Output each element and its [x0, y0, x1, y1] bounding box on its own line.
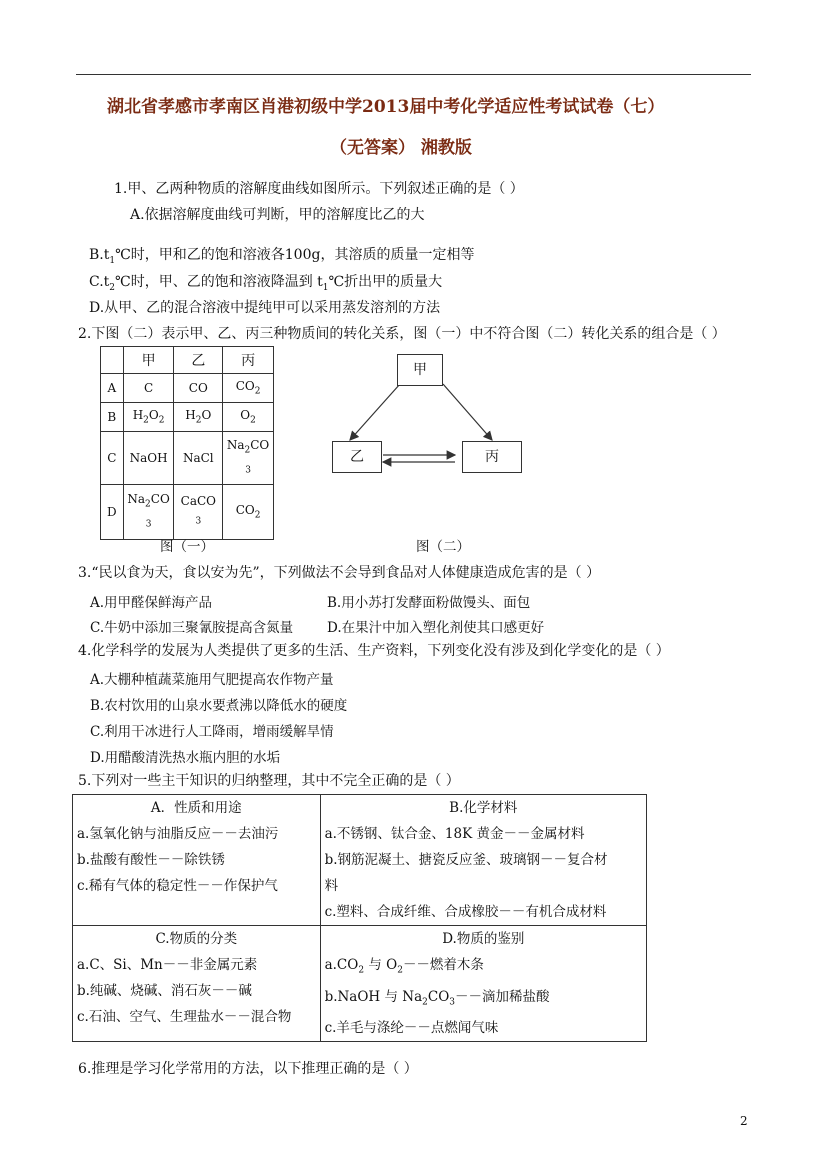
fig2-caption: 图（二） — [416, 539, 470, 555]
q1-option-d: D.从甲、乙的混合溶液中提纯甲可以采用蒸发溶剂的方法 — [89, 300, 441, 316]
cell-jia: $H_2O_2$ — [123, 403, 174, 432]
q2-table — [100, 346, 274, 540]
table-header-bing: 丙 — [223, 347, 274, 374]
q5-b-item: 料 — [324, 878, 339, 894]
node-bing: 丙 — [462, 441, 522, 473]
page-number: 2 — [740, 1114, 748, 1128]
q4-stem: 4.化学科学的发展为人类提供了更多的生活、生产资料，下列变化没有涉及到化学变化的是（ ） — [78, 643, 670, 659]
q5-cell-a — [73, 795, 321, 926]
q1-stem: 1.甲、乙两种物质的溶解度曲线如图所示。下列叙述正确的是（ ） — [114, 181, 524, 197]
paper-subtitle: （无答案） 湘教版 — [330, 138, 472, 158]
q5-b-item: a.不锈钢、钛合金、18K 黄金－－金属材料 — [324, 826, 585, 842]
cell-jia: $Na_2CO$ $_3$ — [123, 485, 174, 540]
node-yi: 乙 — [332, 441, 382, 473]
q5-c-item: c.石油、空气、生理盐水－－混合物 — [77, 1009, 292, 1025]
table-row — [101, 485, 274, 540]
q4-option-b: B.农村饮用的山泉水要煮沸以降低水的硬度 — [90, 698, 348, 714]
cell-yi: CO — [174, 374, 223, 403]
cell-bing: $CO_2$ — [223, 485, 274, 540]
q4-option-a: A.大棚种植蔬菜施用气肥提高农作物产量 — [90, 672, 334, 688]
table-row — [101, 374, 274, 403]
table-row — [101, 403, 274, 432]
q5-b-item: c.塑料、合成纤维、合成橡胶－－有机合成材料 — [324, 904, 607, 920]
q5-cell-d — [320, 926, 646, 1042]
q5-table — [72, 794, 647, 1042]
q1-option-a: A.依据溶解度曲线可判断，甲的溶解度比乙的大 — [130, 207, 425, 223]
q5-stem: 5.下列对一些主干知识的归纳整理，其中不完全正确的是（ ） — [78, 773, 460, 789]
q3-option-c: C.牛奶中添加三聚氰胺提高含氮量 — [90, 620, 294, 636]
q5-d-item: c.羊毛与涤纶－－点燃闻气味 — [324, 1020, 499, 1037]
q5-d-item: b.NaOH 与 $Na_2CO_3--$滴加稀盐酸 — [324, 988, 550, 1008]
q5-d-item: $a.CO_2$ 与 $O_2--$燃着木条 — [324, 957, 484, 976]
cell-yi: $H_2O$ — [174, 403, 223, 432]
table-header-yi: 乙 — [174, 347, 223, 374]
row-label: C — [101, 432, 124, 485]
q2-stem: 2.下图（二）表示甲、乙、丙三种物质间的转化关系，图（一）中不符合图（二）转化关系的组合是（ ） — [78, 326, 726, 342]
arrow-jia-to-yi — [350, 384, 400, 440]
fig1-caption: 图（一） — [160, 539, 214, 555]
q5-b-title: B.化学材料 — [449, 800, 518, 816]
q3-option-d: D.在果汁中加入塑化剂使其口感更好 — [327, 620, 545, 636]
cell-jia: NaOH — [123, 432, 174, 485]
q5-c-item: a.C、Si、Mn－－非金属元素 — [77, 957, 258, 973]
q5-d-title: D.物质的鉴别 — [442, 931, 525, 947]
q3-option-b: B.用小苏打发酵面粉做馒头、面包 — [327, 595, 531, 611]
cell-bing: $Na_2CO$ $_3$ — [223, 432, 274, 485]
row-label: D — [101, 485, 124, 540]
row-label: A — [101, 374, 124, 403]
cell-yi: CaCO $_3$ — [174, 485, 223, 540]
q5-a-item: a.氢氧化钠与油脂反应－－去油污 — [77, 826, 279, 842]
q6-stem: 6.推理是学习化学常用的方法，以下推理正确的是（ ） — [78, 1061, 418, 1077]
q1-option-b: $B.t_1℃$时，甲和乙的饱和溶液各100g，其溶质的质量一定相等 — [89, 247, 475, 266]
row-label: B — [101, 403, 124, 432]
table-row — [101, 432, 274, 485]
q5-a-title: A．性质和用途 — [150, 800, 242, 816]
cell-yi: NaCl — [174, 432, 223, 485]
q4-option-c: C.利用干冰进行人工降雨，增雨缓解旱情 — [90, 724, 334, 740]
q5-a-item: b.盐酸有酸性－－除铁锈 — [77, 852, 225, 868]
q5-b-item: b.钢筋泥凝土、搪瓷反应釜、玻璃钢－－复合材 — [324, 852, 608, 868]
q1-option-c: $C.t_2℃$时，甲、乙的饱和溶液降温到 $t_1℃$折出甲的质量大 — [89, 274, 443, 293]
paper-title: 湖北省孝感市孝南区肖港初级中学2013届中考化学适应性考试试卷（七） — [107, 97, 665, 117]
q5-cell-b — [320, 795, 646, 926]
q5-c-title: C.物质的分类 — [155, 931, 238, 947]
arrow-jia-to-bing — [443, 384, 492, 440]
cell-bing: $CO_2$ — [223, 374, 274, 403]
node-jia: 甲 — [397, 354, 443, 386]
q3-stem: 3.“民以食为天，食以安为先”，下列做法不会导到食品对人体健康造成危害的是（ ） — [78, 565, 601, 581]
q4-option-d: D.用醋酸清洗热水瓶内胆的水垢 — [90, 750, 281, 766]
q5-a-item: c.稀有气体的稳定性－－作保护气 — [77, 878, 278, 894]
q5-c-item: b.纯碱、烧碱、消石灰－－碱 — [77, 983, 252, 999]
header-rule — [76, 74, 751, 75]
q5-cell-c — [73, 926, 321, 1042]
table-header-blank — [101, 347, 124, 374]
q3-option-a: A.用甲醛保鲜海产品 — [90, 595, 213, 611]
cell-bing: $O_2$ — [223, 403, 274, 432]
table-header-jia: 甲 — [123, 347, 174, 374]
cell-jia: C — [123, 374, 174, 403]
